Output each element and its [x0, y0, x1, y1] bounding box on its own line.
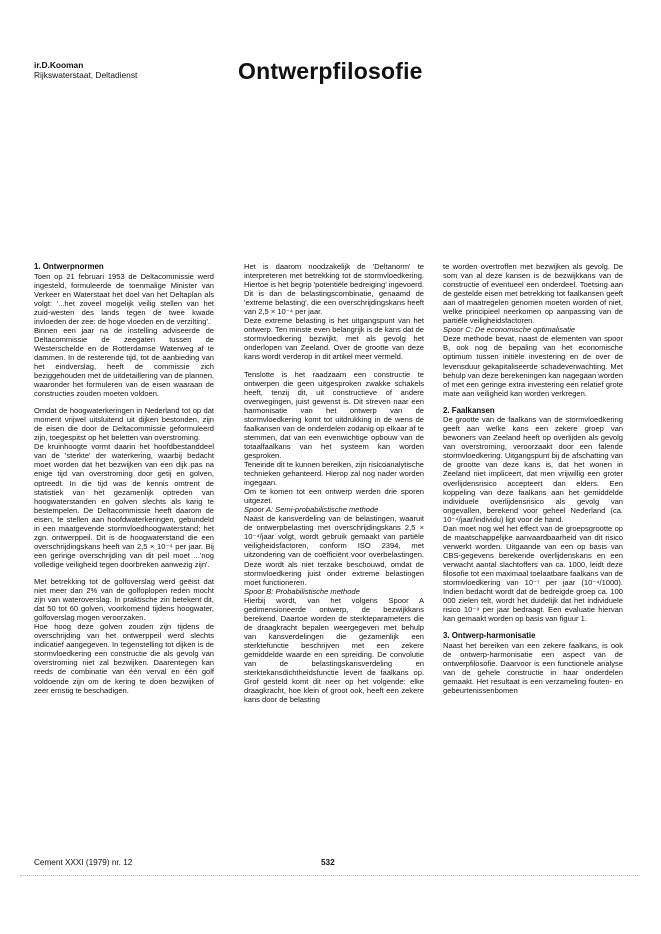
- paragraph: Met betrekking tot de golfoverslag werd geëist dat niet meer dan 2% van de golfoplopen reden mocht zijn van wateroverslag. In praktische zin betekent dit, dat 50 tot 60 golven, voorkomend tijdens hoogwater, golfoverslag mogen veroorzaken.: [34, 577, 214, 623]
- paragraph: Tenslotte is het raadzaam een constructie te ontwerpen die geen uitgesproken zwakke schakels heeft, tenzij dit, uit constructieve of andere overwegingen, juist gewenst is. Dit streven naar een harmonisatie van het ontwerp van de stormvloedkering komt tot uitdrukking in de wens de faalkansen van de onderdelen zodanig op elkaar af te stemmen, dat van een evenwichtige opbouw van de totaalfaalkans van het systeem kan worden gesproken.: [244, 369, 424, 460]
- article-title: Ontwerpfilosofie: [238, 58, 423, 84]
- author-block: [34, 60, 137, 80]
- section-heading-3: 3. Ontwerp-harmonisatie: [443, 631, 536, 641]
- author-name: ir.D.Kooman: [34, 60, 84, 70]
- column-2: [244, 262, 424, 704]
- subheading-spoor-a: Spoor A: Semi-probabilistische methode: [244, 505, 379, 515]
- paragraph: Hoe hoog deze golven zouden zijn tijdens de overschrijding van het ontwerppeil werd slechts indicatief aangegeven. In tegenstelling tot dijken is de stormvloedkering een constructie die als gevolg van overstroming niet zal bezwijken. Daarentegen kan reeds de combinatie van één verval en één golf voldoende zijn om de kering te doen bezwijken of zeer ernstig te beschadigen.: [34, 622, 214, 695]
- paragraph: Naast de kansverdeling van de belastingen, waaruit de ontwerpbelasting met overschrijdingskans 2,5 × 10⁻⁴/jaar volgt, wordt gebruik gemaakt van partiële veiligheidsfactoren, conform ISO 2394, met uitzondering van de coëfficiënt voor overbelastingen. Deze wordt als niet terzake beschouwd, omdat de stormvloedkering juist onder extreme belastingen moet functioneren.: [244, 514, 424, 587]
- column-1: [34, 262, 214, 695]
- paragraph: De kruinhoogte vormt daarin het hoofdbestanddeel van de 'sterkte' der waterkering, waarbij bedacht moet worden dat het bezwijken van een dijk pas na enige tijd van overstroming door getij en golven, optreedt. In die tijd was de kennis omtrent de statistiek van het gezamenlijk optreden van hoogwaterstanden en golven slechts als karig te bestempelen. De Deltacommissie heeft daarom de eisen, te stellen aan hoofdwaterkeringen, gebundeld in een maatgevende stormvloedhoogwaterstand; het zgn. ontwerppeil. Dit is de hoogwaterstand die een overschrijdingskans heeft van 2,5 × 10⁻⁴ per jaar. Bij een geringe overschrijding van dit peil moet ...'nog volledige veiligheid tegen doorbreken aanwezig zijn'.: [34, 442, 214, 569]
- column-3: [443, 262, 623, 695]
- paragraph: Hierbij wordt, van het volgens Spoor A gedimensioneerde ontwerp, de bezwijkkans berekend. Daartoe worden de sterkteparameters die de draagkracht bepalen weergegeven met behulp van kansverdelingen die gezamenlijk een sterktefunctie beschrijven met een zekere gemiddelde waarde en een spreiding. De convolutie van de belastingskansverdeling en sterktekansdichtheidsfunctie levert de faalkans op. Grof gesteld komt dit neer op het volgende: elke draagkracht, hoe klein of groot ook, heeft een zekere kans door de belasting: [244, 595, 424, 705]
- author-affiliation: Rijkswaterstaat, Deltadienst: [34, 70, 138, 80]
- journal-citation: Cement XXXI (1979) nr. 12: [34, 858, 133, 867]
- paragraph: Binnen een jaar na de instelling adviseerde de Deltacommissie de zeegaten tussen de Westerschelde en de Rotterdamse Waterweg af te dammen. In de resterende tijd, tot de aanbieding van het eindverslag, heeft de commissie zich beziggehouden met de uitdetaillering van de plannen, waaronder het formuleren van de eisen waaraan de constructies zouden moeten voldoen.: [34, 325, 214, 399]
- paragraph: te worden overtroffen met bezwijken als gevolg. De som van al deze kansen is de bezwijkkans van de constructie of eventueel een onderdeel. Toetsing aan de gestelde eisen met betrekking tot faalkansen geeft aan of maatregelen genomen moeten worden of niet, welke principieel neerkomen op aanpassing van de partiële veiligheidsfactoren.: [443, 262, 623, 326]
- subheading-spoor-b: Spoor B: Probabilistische methode: [244, 586, 360, 596]
- subheading-spoor-c: Spoor C: De economische optimalisatie: [443, 325, 576, 335]
- paragraph: De grootte van de faalkans van de stormvloedkering geeft aan welke kans een zekere groep van bewoners van Zeeland heeft op overlijden als gevolg van overstroming, veroorzaakt door een falende stormvloedkering. Uitgangspunt bij de afschatting van de grootte van deze kans is, dat het wonen in Zeeland niet impliceert, dat men vrijwillig een groter overlijdensrisico accepteert dan elders. Een koppeling van deze faalkans aan het gemiddelde individuele overlijdensrisico als gevolg van ongevallen, berekend voor geheel Nederland (ca. 10⁻⁴/jaar/individu) ligt voor de hand.: [443, 415, 623, 524]
- section-heading-1: 1. Ontwerpnormen: [34, 262, 104, 271]
- section-heading-2: 2. Faalkansen: [443, 405, 495, 415]
- paragraph: Het is daarom noodzakelijk de 'Deltanorm' te interpreteren met betrekking tot de stormvloedkering. Hiertoe is het begrip 'potentiële bedreiging' ingevoerd. Dit is dan de belastingscombinatie, genaamd de 'extreme belasting', die een overschrijdingskans heeft van 2,5 × 10⁻⁴ per jaar.: [244, 262, 424, 317]
- paragraph: Deze methode bevat, naast de elementen van spoor B, ook nog de bepaling van het economische optimum tussen initiële investering en de over de levensduur gekapitaliseerde schadeverwachting. Met behulp van deze berekeningen kan nagegaan worden of met een geringe extra investering een relatief grote mate aan veiligheid kan worden verkregen.: [443, 334, 624, 398]
- paragraph: Om te komen tot een ontwerp werden drie sporen uitgezet.: [244, 487, 424, 506]
- paragraph: Teneinde dit te kunnen bereiken, zijn risicoanalytische technieken gehanteerd. Hierop zal nog nader worden ingegaan.: [244, 459, 424, 488]
- paragraph: Toen op 21 februari 1953 de Deltacommissie werd ingesteld, formuleerde de toenmalige Minister van Verkeer en Waterstaat het doel van het Deltaplan als volgt: '...het zoveel mogelijk veilig stellen van het zuid-westen des lands tegen de twee kwade invloeden der zee: de hoge vloeden en de verzilting'.: [34, 271, 214, 326]
- paragraph: Dan moet nog wel het effect van de groepsgrootte op de maatschappelijke aanvaardbaarheid van dit risico verwerkt worden. Uitgaande van een op basis van CBS-gegevens berekende overlijdenskans en een verwacht aantal slachtoffers van ca. 1000, leidt deze filosofie tot een maximaal toelaatbare faalkans van de stormvloedkering van 10⁻⁷ per jaar (10⁻⁴/1000). Indien bedacht wordt dat de bedreigde groep ca. 100 000 zielen telt, wordt het duidelijk dat het individuele risico 10⁻⁹ per jaar bedraagt. Een evaluatie hiervan kan gemaakt worden op basis van figuur 1.: [443, 523, 623, 624]
- paragraph: Omdat de hoogwaterkeringen in Nederland tot op dat moment vrijwel uitsluitend uit dijken bestonden, zijn de eisen die door de Deltacommissie geformuleerd zijn, toegespitst op het beletten van overstroming.: [34, 406, 214, 443]
- paragraph: Naast het bereiken van een zekere faalkans, is ook de ontwerp-harmonisatie een aspect van de ontwerpfilosofie. Daarvoor is een functionele analyse van de gehele constructie in haar onderdelen gemaakt. Het resultaat is een verzameling fouten- en gebeurtenissenbomen: [443, 640, 623, 696]
- footer-divider: [20, 875, 640, 876]
- paragraph: Deze extreme belasting is het uitgangspunt van het ontwerp. Ten minste even belangrijk is de kans dat de stormvloedkering bezwijkt, met als gevolg het onderlopen van Zeeland. Over de grootte van deze kans wordt verderop in dit artikel meer vermeld.: [244, 316, 424, 362]
- page-number: 532: [321, 858, 335, 867]
